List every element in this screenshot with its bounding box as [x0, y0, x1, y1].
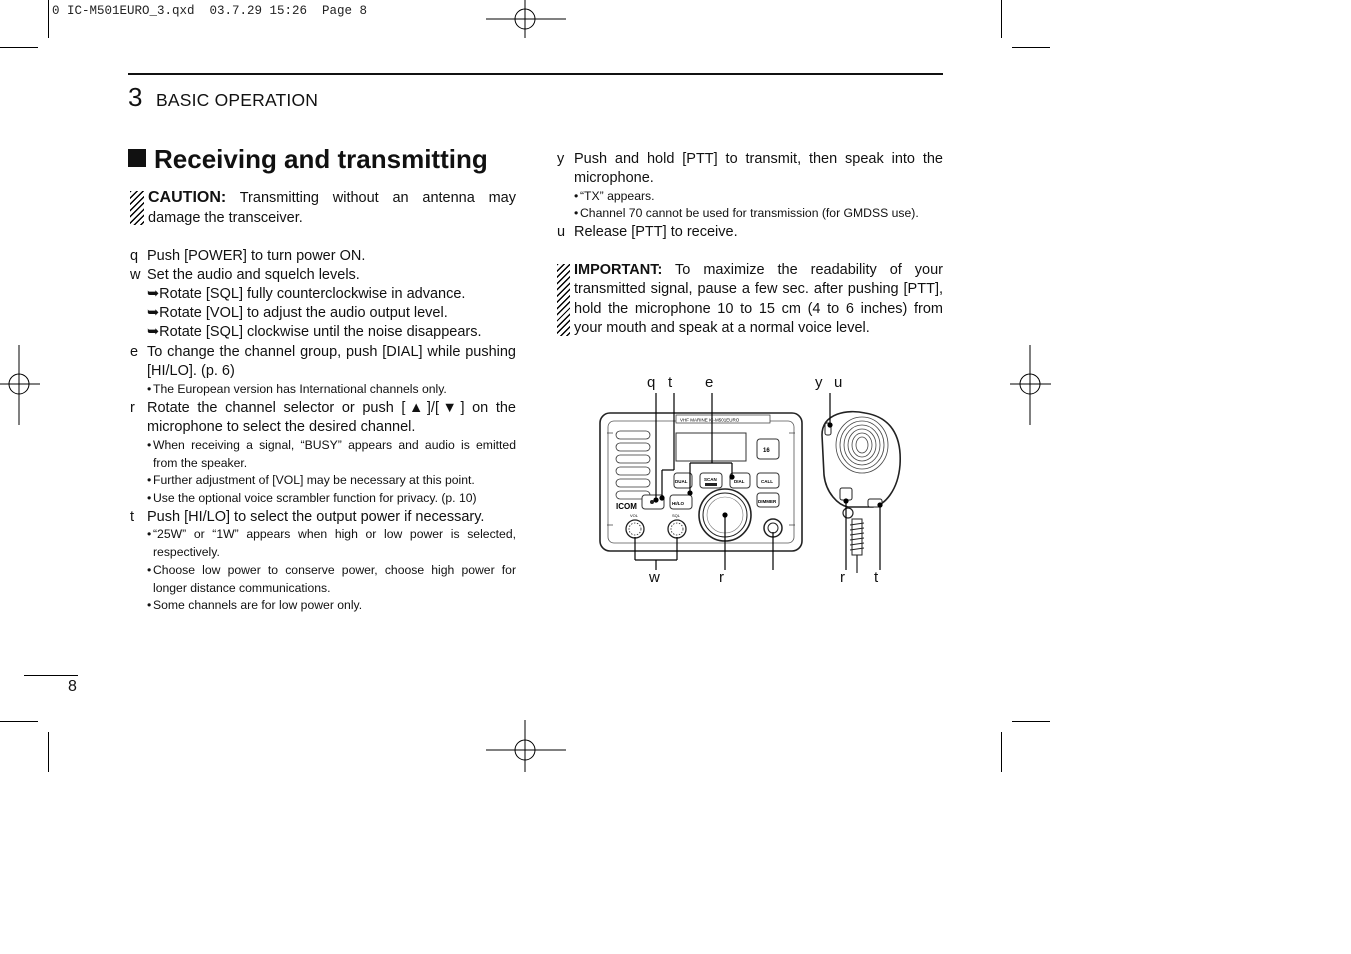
- figure-callout-1: q: [647, 374, 656, 391]
- page-title-text: Receiving and transmitting: [154, 144, 488, 174]
- figure-callout-4: r: [719, 569, 724, 586]
- step-number: e: [130, 344, 139, 360]
- hilo-button-label: HI/LO: [672, 501, 684, 506]
- figure-callout-4-mic: r: [840, 569, 845, 586]
- figure-callout-7: u: [834, 374, 843, 391]
- step-text: Release [PTT] to receive.: [574, 224, 738, 240]
- crop-mark: [1001, 732, 1002, 772]
- page-number: 8: [68, 678, 77, 695]
- step-4: [130, 399, 516, 437]
- crop-mark: [48, 0, 49, 38]
- crop-mark: [0, 721, 38, 722]
- figure-callout-6: y: [815, 374, 823, 391]
- bullet-item: • The European version has International channels only.: [147, 382, 447, 396]
- sub-step: ➥Rotate [SQL] fully counterclockwise in advance.: [147, 286, 466, 302]
- figure-callout-2: w: [649, 569, 660, 586]
- step-text: Set the audio and squelch levels.: [147, 267, 360, 283]
- step-number: w: [130, 267, 141, 283]
- dual-button-label: DUAL: [675, 479, 688, 484]
- bullet-square-icon: [128, 149, 146, 167]
- step-text: Push and hold [PTT] to transmit, then speak into the microphone.: [574, 151, 943, 186]
- section-title: BASIC OPERATION: [156, 90, 319, 110]
- step-number: t: [130, 509, 135, 525]
- bullet-item: • Some channels are for low power only.: [147, 598, 363, 612]
- figure-callout-3: e: [705, 374, 714, 391]
- crop-mark: [0, 47, 38, 48]
- sub-step: ➥Rotate [VOL] to adjust the audio output level.: [147, 305, 448, 321]
- important-label: IMPORTANT:: [574, 262, 663, 278]
- step-2: [130, 266, 516, 285]
- caution-hatch-icon: [130, 191, 144, 225]
- caution-note: [148, 188, 516, 228]
- bullet-item: • “25W” or “1W” appears when high or low power is selected, respectively.: [147, 527, 516, 559]
- bullet-item: • Further adjustment of [VOL] may be necessary at this point.: [147, 473, 475, 487]
- step-5: [130, 508, 516, 527]
- step-number: r: [130, 400, 135, 416]
- call-button-label: CALL: [761, 479, 773, 484]
- step-text: Push [HI/LO] to select the output power if necessary.: [147, 509, 485, 525]
- callout-leader-lines: [590, 385, 915, 575]
- bullet-item: • “TX” appears.: [574, 189, 655, 203]
- step-3: [130, 343, 516, 381]
- page-number-rule: [24, 675, 78, 676]
- icom-logo: ICOM: [616, 502, 637, 511]
- crop-mark: [48, 732, 49, 772]
- registration-mark: [486, 0, 566, 40]
- bullet-item: • Choose low power to conserve power, choose high power for longer distance communications.: [147, 563, 516, 595]
- step-number: u: [557, 224, 566, 240]
- ch16-button-label: 16: [763, 448, 770, 454]
- important-note: [574, 261, 943, 338]
- vol-label: VOL: [630, 513, 639, 518]
- figure-callout-5: t: [668, 374, 673, 391]
- important-hatch-icon: [557, 264, 570, 336]
- registration-mark: [1010, 345, 1051, 425]
- crop-mark: [1012, 47, 1050, 48]
- caution-text: Transmitting without an antenna may damage the transceiver.: [148, 190, 516, 226]
- registration-mark: [0, 345, 40, 425]
- scan-button-label: SCAN: [704, 477, 717, 482]
- section-number: 3: [128, 82, 143, 112]
- figure-callout-5-mic: t: [874, 569, 879, 586]
- sql-label: SQL: [672, 513, 681, 518]
- page-title: [128, 144, 488, 175]
- bullet-item: • Use the optional voice scrambler function for privacy. (p. 10): [147, 491, 477, 505]
- step-7: [557, 223, 943, 242]
- dimmer-button-label: DIMMER: [758, 499, 777, 504]
- step-text: To change the channel group, push [DIAL] while pushing [HI/LO]. (p. 6): [147, 344, 516, 379]
- caution-label: CAUTION:: [148, 189, 227, 206]
- step-text: Rotate the channel selector or push [▲]/[▼] on the microphone to select the desired channel.: [147, 400, 516, 435]
- step-6: [557, 150, 943, 188]
- bullet-item: • Channel 70 cannot be used for transmission (for GMDSS use).: [574, 206, 919, 220]
- radio-model-label: VHF MARINE IC-M501EURO: [680, 417, 740, 423]
- bullet-item: • When receiving a signal, “BUSY” appears and audio is emitted from the speaker.: [147, 438, 516, 470]
- step-1: [130, 247, 516, 266]
- step-number: q: [130, 248, 139, 264]
- step-number: y: [557, 151, 565, 167]
- crop-mark: [1001, 0, 1002, 38]
- crop-mark: [1012, 721, 1050, 722]
- registration-mark: [486, 712, 566, 772]
- important-text: To maximize the readability of your transmitted signal, pause a few sec. after pushing [PTT], hold the microphone 10 to 15 cm (4 to 6 inches) from your mouth and speak at a normal voice level.: [574, 262, 943, 336]
- sub-step: ➥Rotate [SQL] clockwise until the noise disappears.: [147, 324, 482, 340]
- header-rule: [128, 73, 943, 75]
- dial-button-label: DIAL: [734, 479, 745, 484]
- print-slug: 0 IC-M501EURO_3.qxd 03.7.29 15:26 Page 8: [52, 4, 368, 18]
- step-text: Push [POWER] to turn power ON.: [147, 248, 366, 264]
